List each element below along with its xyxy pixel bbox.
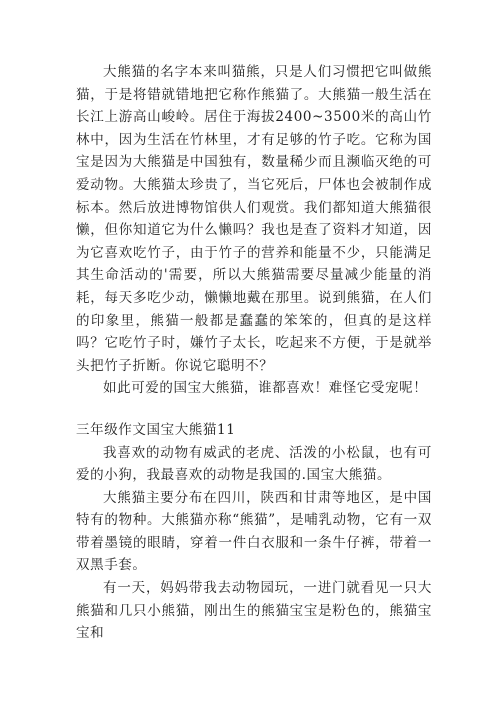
document-content [76,61,432,645]
paragraph-zoo-visit: 有一天，妈妈带我去动物园玩，一进门就看见一只大熊猫和几只小熊猫，刚出生的熊猫宝宝是粉色的，熊猫宝宝和 [76,580,432,642]
essay-title: 三年级作文国宝大熊猫11 [76,421,236,438]
paragraph-favorite-animal: 我喜欢的动物有威武的老虎、活泼的小松鼠，也有可爱的小狗，我最喜欢的动物是我国的.国宝大熊猫。 [76,444,432,484]
paragraph-panda-distribution: 大熊猫主要分布在四川，陕西和甘肃等地区，是中国特有的物种。大熊猫亦称“熊猫”，是哺乳动物，它有一双带着墨镜的眼睛，穿着一件白衣服和一条牛仔裤，带着一双黑手套。 [76,489,432,574]
paragraph-panda-intro: 大熊猫的名字本来叫猫熊，只是人们习惯把它叫做熊猫，于是将错就错地把它称作熊猫了。大熊猫一般生活在长江上游高山峻岭。居住于海拔2400~3500米的高山竹林中，因为生活在竹林里，才有足够的竹子吃。它称为国宝是因为大熊猫是中国独有，数量稀少而且濒临灭绝的可爱动物。大熊猫太珍贵了，当它死后，尸体也会被制作成标本。然后放进博物馆供人们观赏。我们都知道大熊猫很懒，但你知道它为什么懒吗？我也是查了资料才知道，因为它喜欢吃竹子，由于竹子的营养和能量不少，只能满足其生命活动的'需要，所以大熊猫需要尽量减少能量的消耗，每天多吃少动，懒懒地戴在那里。说到熊猫，在人们的印象里，熊猫一般都是蠢蠢的笨笨的，但真的是这样吗？它吃竹子时，嫌竹子太长，吃起来不方便，于是就举头把竹子折断。你说它聪明不？ [76,64,432,374]
paragraph-panda-conclusion: 如此可爱的国宝大熊猫，谁都喜欢！难怪它受宠呢！ [103,380,428,397]
